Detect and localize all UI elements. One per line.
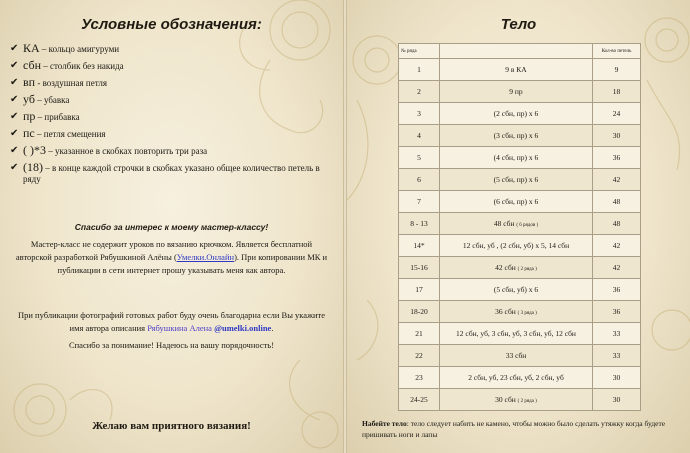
row-instructions xyxy=(440,213,593,235)
row-note: ( 2 ряда ) xyxy=(517,399,537,404)
row-instructions xyxy=(440,103,593,125)
row-number: 17 xyxy=(399,279,440,301)
row-note: ( 6 рядов ) xyxy=(516,223,539,228)
row-instructions xyxy=(440,81,593,103)
legend-term: пс xyxy=(23,126,35,140)
row-desc: 12 сбн, уб , (2 сбн, уб) х 5, 14 сбн xyxy=(462,241,570,250)
row-instructions xyxy=(440,169,593,191)
row-number: 5 xyxy=(399,147,440,169)
table-row xyxy=(399,213,641,235)
row-desc: 2 сбн, уб, 23 сбн, уб, 2 сбн, уб xyxy=(468,373,564,382)
checkmark-icon: ✔ xyxy=(10,128,19,139)
legend-desc: – кольцо амигуруми xyxy=(39,44,120,54)
row-instructions xyxy=(440,389,593,411)
legend-item xyxy=(10,60,335,72)
table-row xyxy=(399,323,641,345)
row-instructions xyxy=(440,367,593,389)
author-name: Рябушкина Алена xyxy=(147,323,212,333)
pattern-table-container xyxy=(398,43,641,411)
row-instructions xyxy=(440,59,593,81)
stuffing-note-text: : тело следует набить не камено, чтобы можно было сделать утяжку когда будете пришивать ноги и лапы xyxy=(362,419,666,439)
row-desc: 9 пр xyxy=(509,87,523,96)
photo-credit-paragraph xyxy=(14,309,329,335)
site-handle: @umelki.online xyxy=(214,323,272,333)
table-row xyxy=(399,301,641,323)
legend-term: ( )*3 xyxy=(23,143,46,157)
row-number: 23 xyxy=(399,367,440,389)
row-desc: (5 сбн, уб) х 6 xyxy=(493,285,539,294)
row-instructions xyxy=(440,191,593,213)
row-desc: (3 сбн, пр) х 6 xyxy=(493,131,539,140)
table-row xyxy=(399,345,641,367)
legend-desc: - воздушная петля xyxy=(35,78,108,88)
legend-item xyxy=(10,162,335,185)
row-count: 42 xyxy=(593,169,641,191)
legend-item xyxy=(10,111,335,123)
row-count: 30 xyxy=(593,125,641,147)
row-desc: (6 сбн, пр) х 6 xyxy=(493,197,539,206)
row-count: 48 xyxy=(593,191,641,213)
row-count: 48 xyxy=(593,213,641,235)
table-row xyxy=(399,81,641,103)
row-number: 22 xyxy=(399,345,440,367)
row-number: 24-25 xyxy=(399,389,440,411)
legend-term: (18) xyxy=(23,160,43,174)
row-note: ( 3 ряда ) xyxy=(517,311,537,316)
row-number: 3 xyxy=(399,103,440,125)
table-row xyxy=(399,103,641,125)
row-number: 21 xyxy=(399,323,440,345)
pattern-table xyxy=(398,43,641,411)
gratitude-line: Спасибо за понимание! Надеюсь на вашу порядочность! xyxy=(68,340,275,350)
table-row xyxy=(399,169,641,191)
row-instructions xyxy=(440,345,593,367)
row-instructions xyxy=(440,301,593,323)
row-number: 4 xyxy=(399,125,440,147)
thanks-heading: Спасибо за интерес к моему мастер-классу! xyxy=(74,222,269,232)
row-instructions xyxy=(440,147,593,169)
row-count: 33 xyxy=(593,345,641,367)
row-desc: (2 сбн, пр) х 6 xyxy=(493,109,539,118)
legend-desc: – убавка xyxy=(34,95,70,105)
row-number: 7 xyxy=(399,191,440,213)
row-desc: 42 сбн xyxy=(495,263,516,272)
row-number: 8 - 13 xyxy=(399,213,440,235)
row-desc: 30 сбн xyxy=(495,395,516,404)
table-row xyxy=(399,59,641,81)
legend-item xyxy=(10,128,335,140)
legend-desc: – петля смещения xyxy=(34,129,106,139)
header-row-number: № ряда xyxy=(399,44,440,59)
row-desc: (5 сбн, пр) х 6 xyxy=(493,175,539,184)
row-desc: (4 сбн, пр) х 6 xyxy=(493,153,539,162)
row-desc: 9 в КА xyxy=(505,65,527,74)
table-header-row xyxy=(399,44,641,59)
row-number: 6 xyxy=(399,169,440,191)
row-desc: 36 сбн xyxy=(495,307,516,316)
stuffing-note xyxy=(362,418,682,440)
legend-desc: – в конце каждой строчки в скобках указано общее количество петель в ряду xyxy=(23,163,320,184)
table-row xyxy=(399,279,641,301)
header-instructions xyxy=(440,44,593,59)
row-instructions xyxy=(440,323,593,345)
table-row xyxy=(399,125,641,147)
checkmark-icon: ✔ xyxy=(10,111,19,122)
row-number: 1 xyxy=(399,59,440,81)
table-row xyxy=(399,147,641,169)
legend-term: вп xyxy=(23,75,36,89)
header-stitch-count: Кол-во петель xyxy=(593,44,641,59)
table-row xyxy=(399,257,641,279)
legend-title: Условные обозначения: xyxy=(81,16,262,33)
legend-desc: – прибавка xyxy=(35,112,80,122)
closing-wish: Желаю вам приятного вязания! xyxy=(92,420,251,432)
row-count: 9 xyxy=(593,59,641,81)
copyright-text: Мастер-класс не содержит уроков по вязанию крючком. Является бесплатной авторской разработкой Рябушкиной Алёны ( xyxy=(15,239,313,262)
row-instructions xyxy=(440,279,593,301)
row-note: ( 2 ряда ) xyxy=(517,267,537,272)
checkmark-icon: ✔ xyxy=(10,43,19,54)
umelki-online-link[interactable]: Умелки.Онлайн xyxy=(176,252,235,262)
legend-item xyxy=(10,145,335,157)
row-number: 15-16 xyxy=(399,257,440,279)
row-instructions xyxy=(440,257,593,279)
legend-term: уб xyxy=(23,92,35,106)
row-count: 42 xyxy=(593,235,641,257)
legend-desc: – столбик без накида xyxy=(41,61,124,71)
legend-item xyxy=(10,94,335,106)
row-count: 30 xyxy=(593,389,641,411)
photo-credit-end: . xyxy=(271,323,274,333)
row-count: 36 xyxy=(593,301,641,323)
row-number: 2 xyxy=(399,81,440,103)
row-count: 18 xyxy=(593,81,641,103)
photo-credit-text: При публикации фотографий готовых работ буду очень благодарна если Вы укажите имя автора описания xyxy=(18,310,325,333)
legend-term: сбн xyxy=(23,58,41,72)
table-title: Тело xyxy=(500,16,537,33)
checkmark-icon: ✔ xyxy=(10,77,19,88)
row-count: 30 xyxy=(593,367,641,389)
right-page xyxy=(347,0,690,453)
left-page xyxy=(0,0,343,453)
row-count: 33 xyxy=(593,323,641,345)
checkmark-icon: ✔ xyxy=(10,145,19,156)
row-desc: 48 сбн xyxy=(493,219,515,228)
table-row xyxy=(399,389,641,411)
legend-item xyxy=(10,43,335,55)
legend-term: КА xyxy=(23,41,40,55)
row-desc: 33 сбн xyxy=(505,351,527,360)
legend-term: пр xyxy=(23,109,36,123)
row-count: 36 xyxy=(593,147,641,169)
checkmark-icon: ✔ xyxy=(10,60,19,71)
table-row xyxy=(399,191,641,213)
table-row xyxy=(399,367,641,389)
row-number: 14* xyxy=(399,235,440,257)
legend-list xyxy=(10,43,335,190)
row-count: 24 xyxy=(593,103,641,125)
copyright-text-end: ). При копировании МК и публикации в сети интернет прошу указывать меня как автора. xyxy=(57,252,328,275)
table-row xyxy=(399,235,641,257)
copyright-paragraph xyxy=(14,238,329,277)
row-instructions xyxy=(440,235,593,257)
row-count: 42 xyxy=(593,257,641,279)
stuffing-note-label: Набейте тело xyxy=(362,419,407,428)
row-count: 36 xyxy=(593,279,641,301)
legend-item xyxy=(10,77,335,89)
row-desc: 12 сбн, уб, 3 сбн, уб, 3 сбн, уб, 12 сбн xyxy=(456,329,576,338)
checkmark-icon: ✔ xyxy=(10,94,19,105)
checkmark-icon: ✔ xyxy=(10,162,19,173)
row-number: 18-20 xyxy=(399,301,440,323)
legend-desc: – указанное в скобках повторить три раза xyxy=(46,146,208,156)
row-instructions xyxy=(440,125,593,147)
